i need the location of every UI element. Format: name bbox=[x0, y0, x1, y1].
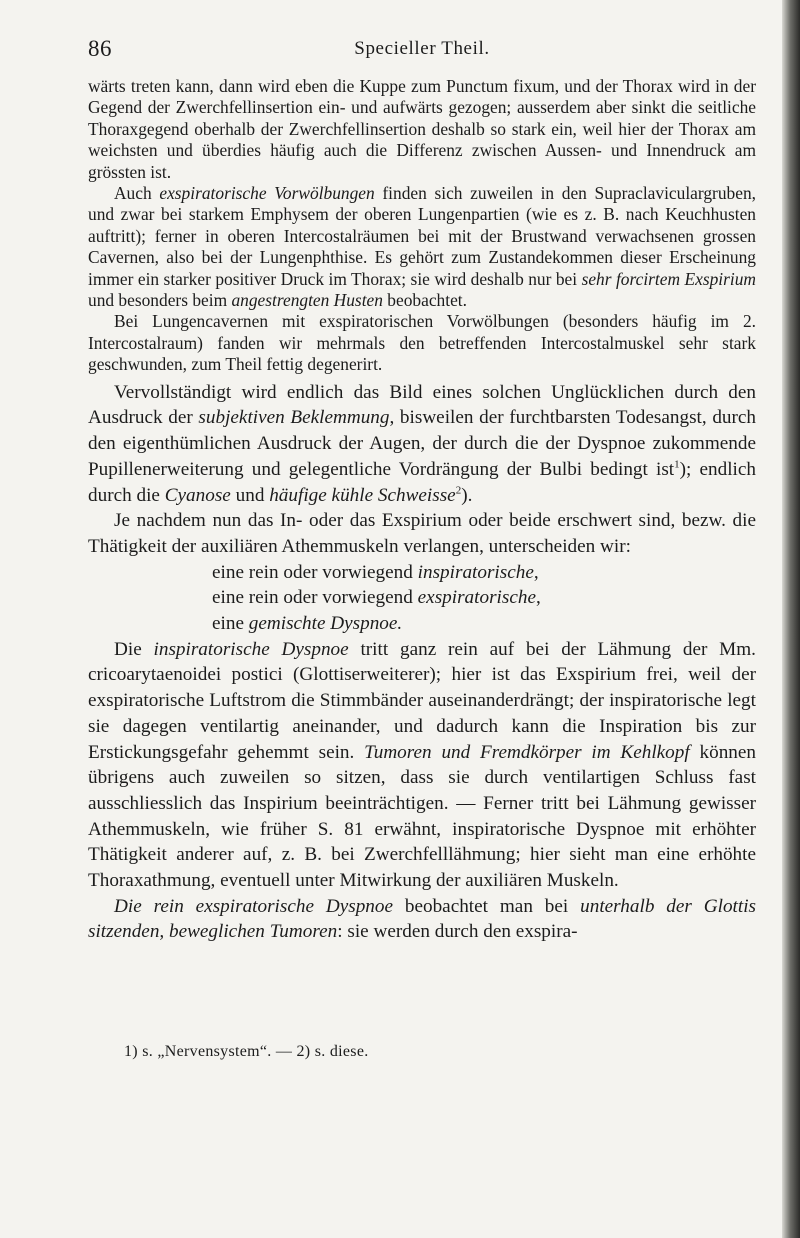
emphasis: subjektiven Beklemmung bbox=[198, 407, 390, 429]
list-item: eine rein oder vorwiegend exspiratorische, bbox=[212, 587, 541, 609]
footnote-ref-1: 1 bbox=[674, 458, 680, 471]
page-edge-shadow bbox=[782, 0, 800, 1238]
emphasis: inspiratorische Dyspnoe bbox=[153, 638, 349, 660]
footnote-ref-2: 2 bbox=[455, 484, 462, 497]
emphasis: Tumoren und Fremdkörper im Kehlkopf bbox=[364, 741, 690, 763]
list-item: eine gemischte Dyspnoe. bbox=[212, 613, 403, 635]
paragraph-4: Vervollständigt wird endlich das Bild eines solchen Unglücklichen durch den Ausdruck der subjektiven Beklemmung, bisweilen der furchtbarsten Todesangst, durch den eigenthümlichen Ausdruck der Augen, der durch die der Dyspnoe zukommende Pupillenerweiterung und gelegentliche Vordrängung der Bulbi bedingt ist$^1$); endlich durch die Cyanose und häufige kühle Schweisse$^2$). bbox=[88, 381, 757, 506]
emphasis: Die rein exspiratorische Dyspnoe bbox=[114, 895, 393, 917]
paragraph-6: Die inspiratorische Dyspnoe tritt ganz rein auf bei der Lähmung der Mm. cricoarytaenoidei postici (Glottiserweiterer); hier ist das Exspirium frei, weil der exspiratorische Luftstrom die Stimmbänder auseinanderdrängt; der inspiratorische legt sie dagegen ventilartig aneinander, und dadurch kann die Inspiration bis zur Erstickungsgefahr gehemmt sein. Tumoren und Fremdkörper im Kehlkopf können übrigens auch zuweilen so sitzen, dass sie durch ventilartigen Schluss fast ausschliesslich das Inspirium beeinträchtigen. — Ferner tritt bei Lähmung gewisser Athemmuskeln, wie früher S. 81 erwähnt, inspiratorische Dyspnoe mit erhöhter Thätigkeit anderer auf, z. B. bei Zwerchfelllähmung; hier sieht man eine erhöhte Thoraxathmung, eventuell unter Mitwirkung der auxiliären Muskeln. bbox=[88, 638, 756, 892]
running-title: Specieller Theil. bbox=[354, 38, 490, 59]
emphasis: angestrengten Husten bbox=[231, 290, 383, 311]
emphasis: exspiratorische Vorwölbungen bbox=[159, 183, 375, 204]
emphasis: sehr forcirtem Exspirium bbox=[581, 268, 756, 289]
page-body bbox=[88, 76, 756, 945]
emphasis: häufige kühle Schweisse bbox=[269, 484, 456, 506]
paragraph-5: Je nachdem nun das In- oder das Exspirium oder beide erschwert sind, bezw. die Thätigkeit der auxiliären Athemmuskeln verlangen, unterscheiden wir: bbox=[88, 510, 756, 557]
main-print-section bbox=[88, 380, 756, 945]
small-print-section bbox=[88, 76, 756, 376]
paragraph-7: Die rein exspiratorische Dyspnoe beobachtet man bei unterhalb der Glottis sitzenden, beweglichen Tumoren: sie werden durch den exspira- bbox=[88, 895, 757, 943]
list-item: eine rein oder vorwiegend inspiratorische, bbox=[212, 561, 539, 583]
footnote: 1) s. „Nervensystem“. — 2) s. diese. bbox=[124, 1043, 369, 1060]
dyspnoe-type-list bbox=[88, 560, 756, 637]
page-number: 86 bbox=[88, 36, 112, 61]
paragraph-2: Auch exspiratorische Vorwölbungen finden sich zuweilen in den Supraclaviculargruben, und zwar bei starkem Emphysem der oberen Lungenpartien (wie es z. B. nach Keuchhusten auftritt); ferner in oberen Intercostalräumen bei mit der Brustwand verwachsenen grossen Cavernen, also bei der Lungenphthise. Es gehört zum Zustandekommen dieser Erscheinung immer ein starker positiver Druck im Thorax; sie wird deshalb nur bei sehr forcirtem Exspirium und besonders beim angestrengten Husten beobachtet. bbox=[88, 183, 756, 311]
paragraph-1: wärts treten kann, dann wird eben die Kuppe zum Punctum fixum, und der Thorax wird in der Gegend der Zwerchfellinsertion ein- und aufwärts gezogen; ausserdem aber sinkt die seitliche Thoraxgegend oberhalb der Zwerchfellinsertion deshalb so stark ein, weil hier der Thorax am weichsten und überdies häufig auch die Differenz zwischen Aussen- und Innendruck am grössten ist. bbox=[88, 76, 756, 182]
emphasis: unterhalb der Glottis sitzenden, beweglichen Tumoren bbox=[88, 895, 757, 943]
page-header bbox=[88, 36, 756, 64]
paragraph-3: Bei Lungencavernen mit exspiratorischen Vorwölbungen (besonders häufig im 2. Intercostalraum) fanden wir mehrmals den betreffenden Intercostalmuskel sehr stark geschwunden, zum Theil fettig degenerirt. bbox=[88, 311, 756, 375]
emphasis: Cyanose bbox=[164, 484, 231, 506]
